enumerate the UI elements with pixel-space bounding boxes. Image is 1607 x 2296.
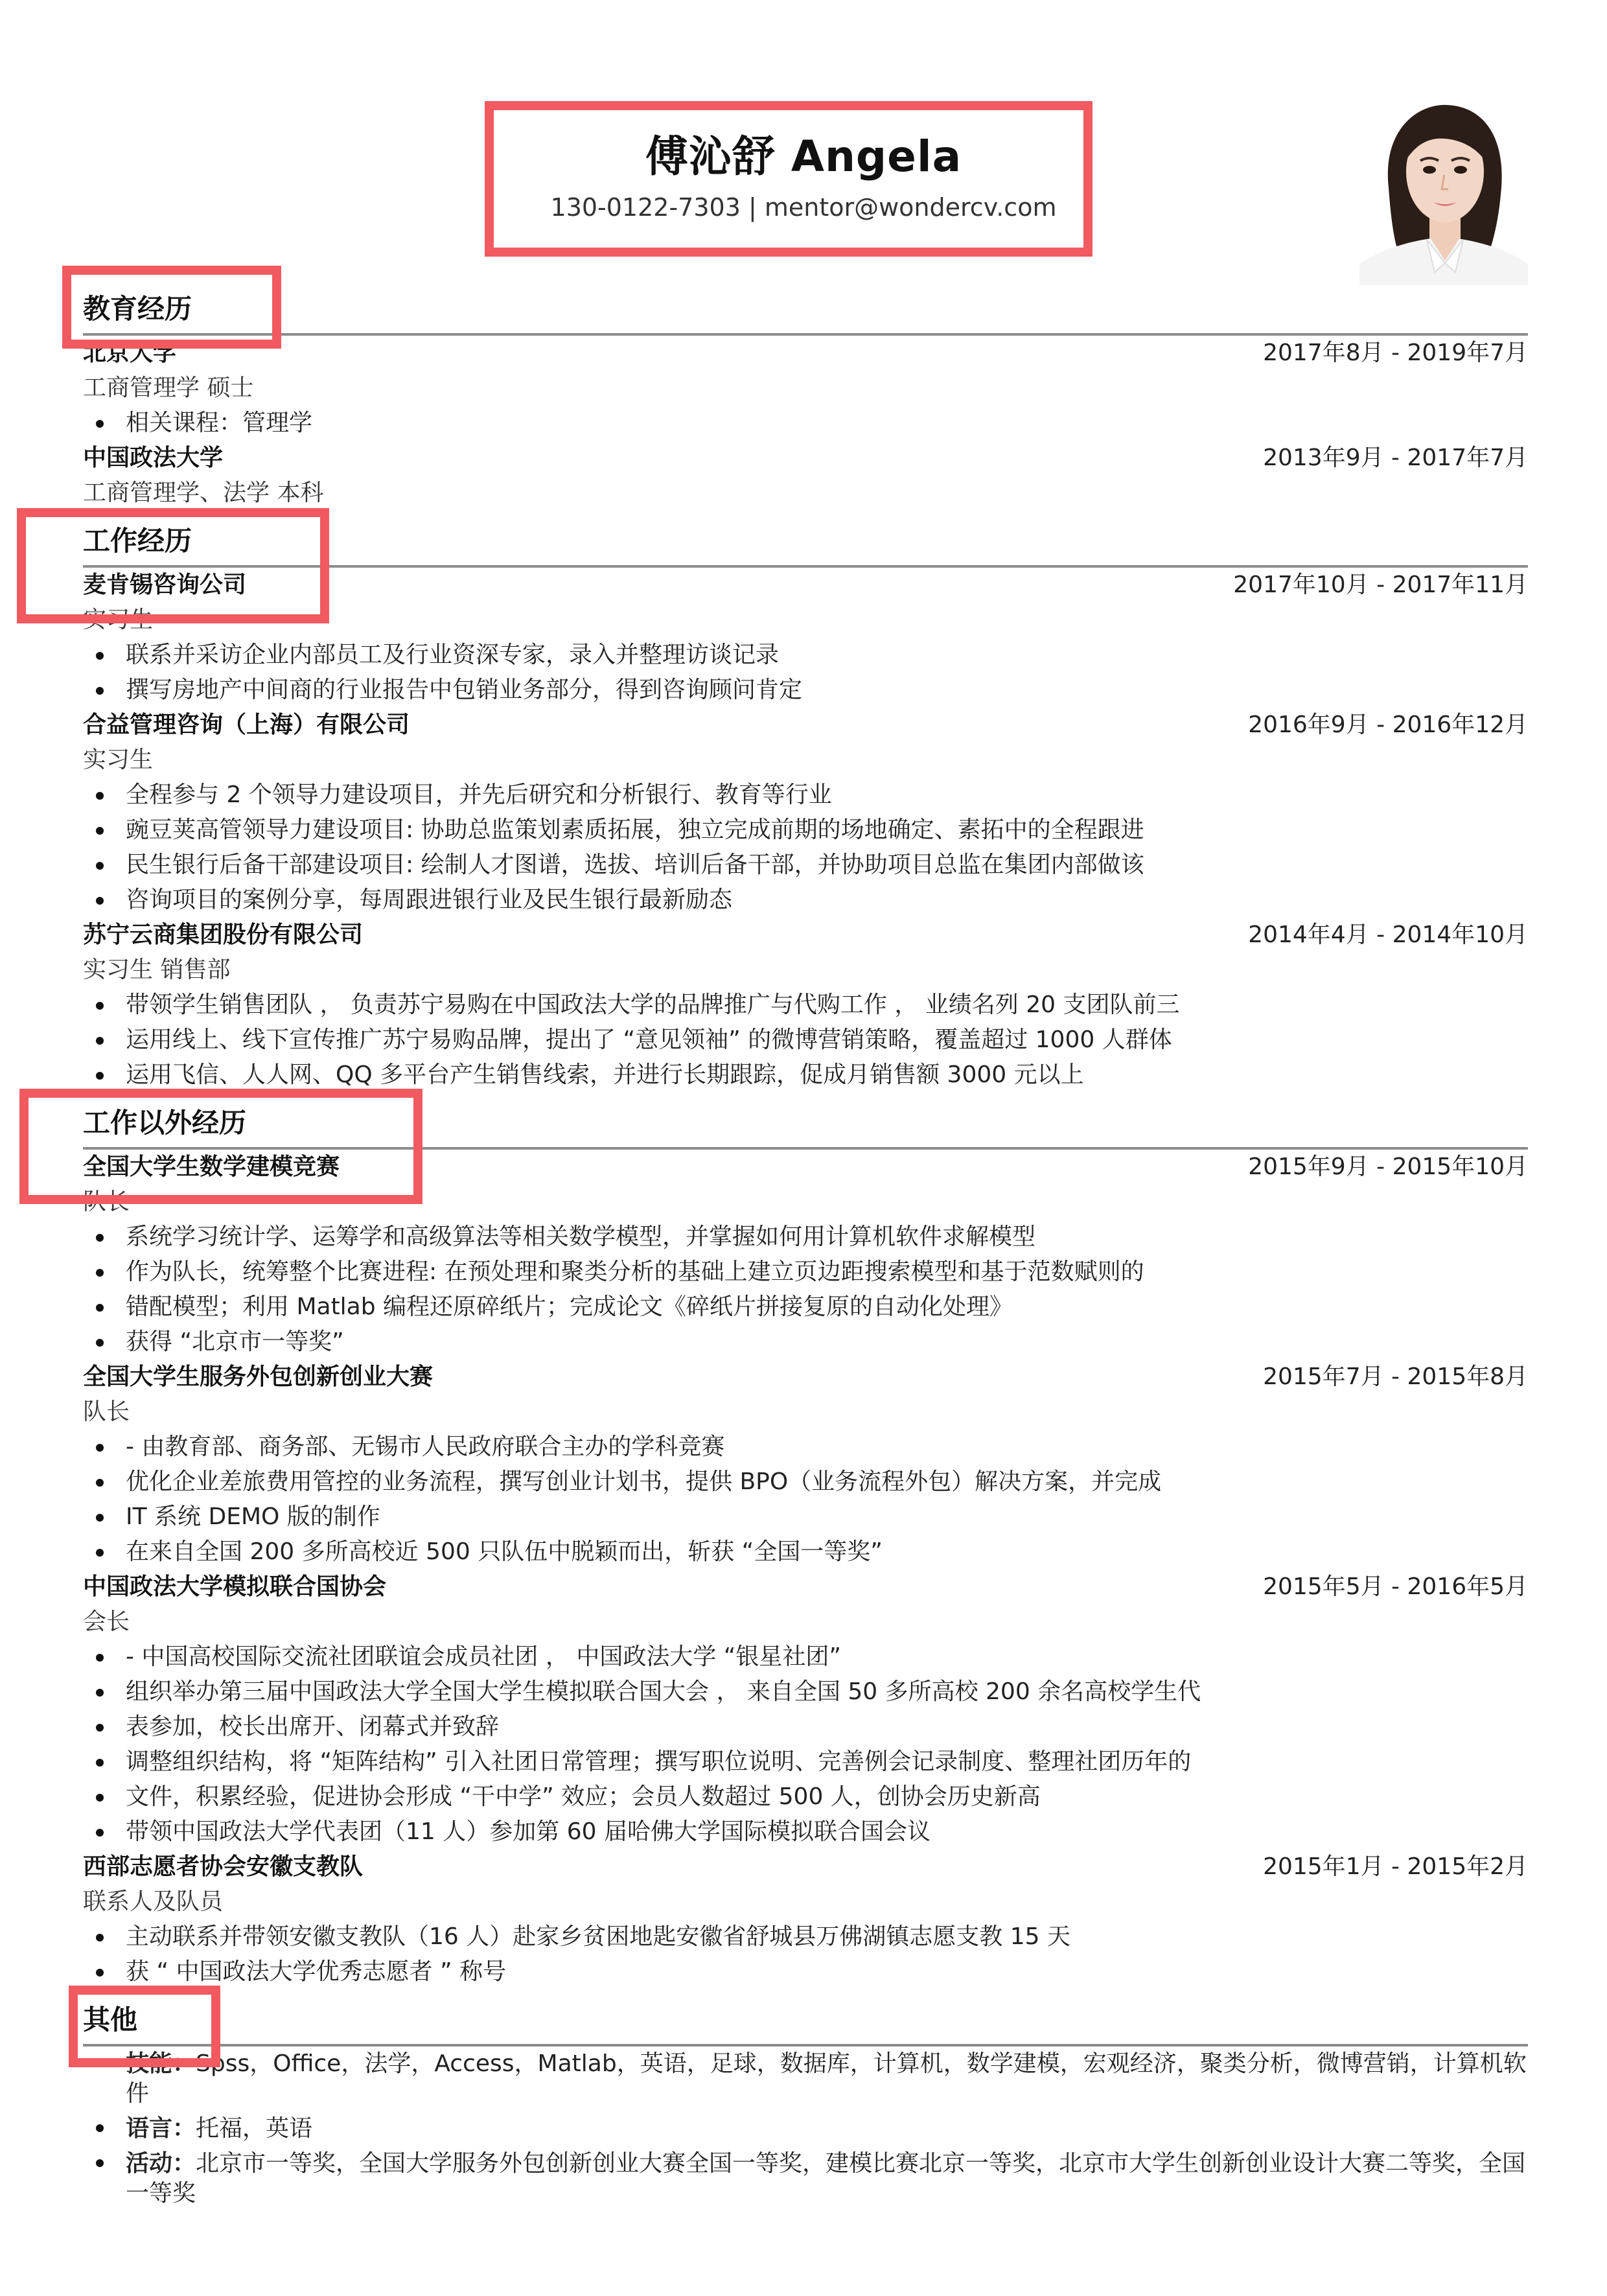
entry-org: 北京大学: [83, 340, 177, 366]
bullet-list: [83, 1640, 1528, 1850]
work-section: [83, 511, 1528, 1093]
education-entry: [83, 441, 1528, 511]
bullet-item: - 由教育部、商务部、无锡市人民政府联合主办的学科竞赛: [83, 1430, 1528, 1465]
bullet-item: 获得 “北京市一等奖”: [83, 1325, 1528, 1360]
entry-role: 联系人及队员: [83, 1888, 224, 1915]
extra-entry: [83, 1850, 1528, 1989]
work-entry: [83, 708, 1528, 918]
extra-entry: [83, 1150, 1528, 1360]
entry-org: 西部志愿者协会安徽支教队: [83, 1853, 364, 1880]
avatar-portrait-icon: [1359, 91, 1528, 285]
section-title-education: 教育经历: [83, 279, 1528, 336]
bullet-item: 在来自全国 200 多所高校近 500 只队伍中脱颖而出，斩获 “全国一等奖”: [83, 1535, 1528, 1570]
entry-date: 2014年4月 - 2014年10月: [1248, 922, 1528, 948]
bullet-item: 咨询项目的案例分享，每周跟进银行业及民生银行最新励态: [83, 883, 1528, 918]
activities-text: 北京市一等奖，全国大学服务外包创新创业大赛全国一等奖，建模比赛北京一等奖，北京市大学生创新创业设计大赛二等奖，全国一等奖: [126, 2150, 1526, 2207]
entry-role: 工商管理学 硕士: [83, 375, 254, 401]
bullet-item: 主动联系并带领安徽支教队（16 人）赴家乡贫困地匙安徽省舒城县万佛湖镇志愿支教 15 天: [83, 1919, 1528, 1954]
entry-role: 实习生 销售部: [83, 957, 231, 983]
entry-org: 中国政法大学: [83, 445, 224, 471]
entry-date: 2015年9月 - 2015年10月: [1248, 1154, 1528, 1180]
bullet-item: 系统学习统计学、运筹学和高级算法等相关数学模型，并掌握如何用计算机软件求解模型: [83, 1220, 1528, 1255]
bullet-item: 豌豆荚高管领导力建设项目: 协助总监策划素质拓展，独立完成前期的场地确定、素拓中的全程跟进: [83, 813, 1528, 848]
entry-date: 2017年8月 - 2019年7月: [1263, 340, 1528, 366]
bullet-item: 民生银行后备干部建设项目: 绘制人才图谱，选拔、培训后备干部，并协助项目总监在集团内部做该: [83, 848, 1528, 883]
entry-org: 全国大学生服务外包创新创业大赛: [83, 1363, 434, 1390]
extra-section: [83, 1093, 1528, 1989]
entry-role: 会长: [83, 1608, 130, 1635]
skills-label: 技能：: [126, 2050, 196, 2077]
entry-org: 苏宁云商集团股份有限公司: [83, 922, 364, 948]
bullet-list: [83, 778, 1528, 918]
bullet-item: 运用飞信、人人网、QQ 多平台产生销售线索，并进行长期跟踪，促成月销售额 3000 元以上: [83, 1058, 1528, 1093]
bullet-item: 表参加，校长出席开、闭幕式并致辞: [83, 1710, 1528, 1745]
section-title-other: 其他: [83, 1989, 1528, 2047]
entry-date: 2013年9月 - 2017年7月: [1263, 445, 1528, 471]
bullet-item: 相关课程：管理学: [83, 406, 1528, 441]
bullet-item: 带领学生销售团队 ， 负责苏宁易购在中国政法大学的品牌推广与代购工作 ， 业绩名列 20 支团队前三: [83, 988, 1528, 1023]
entry-org: 合益管理咨询（上海）有限公司: [83, 712, 410, 738]
candidate-name: 傅沁舒 Angela: [645, 132, 962, 181]
education-section: [83, 279, 1528, 511]
skills-item: [83, 2047, 1528, 2111]
bullet-item: 带领中国政法大学代表团（11 人）参加第 60 届哈佛大学国际模拟联合国会议: [83, 1815, 1528, 1850]
entry-date: 2015年1月 - 2015年2月: [1263, 1853, 1528, 1880]
work-entry: [83, 568, 1528, 708]
entry-role: 工商管理学、法学 本科: [83, 480, 324, 506]
bullet-item: 联系并采访企业内部员工及行业资深专家，录入并整理访谈记录: [83, 638, 1528, 673]
entry-role: 实习生: [83, 747, 154, 773]
bullet-item: - 中国高校国际交流社团联谊会成员社团 ， 中国政法大学 “银星社团”: [83, 1640, 1528, 1675]
skills-text: Spss，Office，法学，Access，Matlab，英语，足球，数据库，计算机，数学建模，宏观经济，聚类分析，微博营销，计算机软件: [126, 2050, 1527, 2107]
languages-text: 托福，英语: [196, 2115, 313, 2142]
bullet-item: 调整组织结构，将 “矩阵结构” 引入社团日常管理；撰写职位说明、完善例会记录制度、整理社团历年的: [83, 1745, 1528, 1780]
bullet-list: [83, 1919, 1528, 1989]
bullet-list: [83, 988, 1528, 1093]
profile-photo: [1359, 91, 1528, 285]
entry-org: 全国大学生数学建模竞赛: [83, 1154, 340, 1180]
entry-date: 2016年9月 - 2016年12月: [1248, 712, 1528, 738]
languages-label: 语言：: [126, 2115, 196, 2142]
resume-header: [0, 0, 1607, 272]
bullet-list: [83, 406, 1528, 441]
bullet-list: [83, 2047, 1528, 2211]
entry-role: 队长: [83, 1189, 130, 1215]
activities-label: 活动：: [126, 2150, 196, 2177]
entry-date: 2015年7月 - 2015年8月: [1263, 1363, 1528, 1390]
bullet-item: IT 系统 DEMO 版的制作: [83, 1500, 1528, 1535]
languages-item: [83, 2111, 1528, 2146]
contact-info: 130-0122-7303 | mentor@wondercv.com: [550, 193, 1057, 222]
bullet-item: 优化企业差旅费用管控的业务流程，撰写创业计划书，提供 BPO（业务流程外包）解决方案，并完成: [83, 1465, 1528, 1500]
bullet-item: 撰写房地产中间商的行业报告中包销业务部分，得到咨询顾问肯定: [83, 673, 1528, 708]
bullet-item: 运用线上、线下宣传推广苏宁易购品牌，提出了 “意见领袖” 的微博营销策略，覆盖超过 1000 人群体: [83, 1023, 1528, 1058]
bullet-list: [83, 638, 1528, 708]
extra-entry: [83, 1570, 1528, 1850]
bullet-item: 文件，积累经验，促进协会形成 “干中学” 效应；会员人数超过 500 人，创协会历史新高: [83, 1780, 1528, 1815]
work-entry: [83, 918, 1528, 1093]
section-title-work: 工作经历: [83, 511, 1528, 568]
other-section: [83, 1989, 1528, 2211]
entry-role: 队长: [83, 1398, 130, 1425]
entry-date: 2015年5月 - 2016年5月: [1263, 1573, 1528, 1600]
bullet-list: [83, 1430, 1528, 1570]
bullet-item: 获 “ 中国政法大学优秀志愿者 ” 称号: [83, 1954, 1528, 1989]
bullet-item: 组织举办第三届中国政法大学全国大学生模拟联合国大会 ， 来自全国 50 多所高校 200 余名高校学生代: [83, 1675, 1528, 1710]
bullet-item: 全程参与 2 个领导力建设项目，并先后研究和分析银行、教育等行业: [83, 778, 1528, 813]
education-entry: [83, 336, 1528, 441]
entry-date: 2017年10月 - 2017年11月: [1233, 572, 1528, 598]
bullet-item: 错配模型；利用 Matlab 编程还原碎纸片；完成论文《碎纸片拼接复原的自动化处理》: [83, 1290, 1528, 1325]
activities-item: [83, 2146, 1528, 2211]
extra-entry: [83, 1360, 1528, 1570]
entry-org: 中国政法大学模拟联合国协会: [83, 1573, 387, 1600]
entry-role: 实习生: [83, 607, 154, 633]
bullet-list: [83, 1220, 1528, 1360]
section-title-extra: 工作以外经历: [83, 1093, 1528, 1150]
bullet-item: 作为队长，统筹整个比赛进程: 在预处理和聚类分析的基础上建立页边距搜索模型和基于范数赋则的: [83, 1255, 1528, 1290]
entry-org: 麦肯锡咨询公司: [83, 572, 247, 598]
